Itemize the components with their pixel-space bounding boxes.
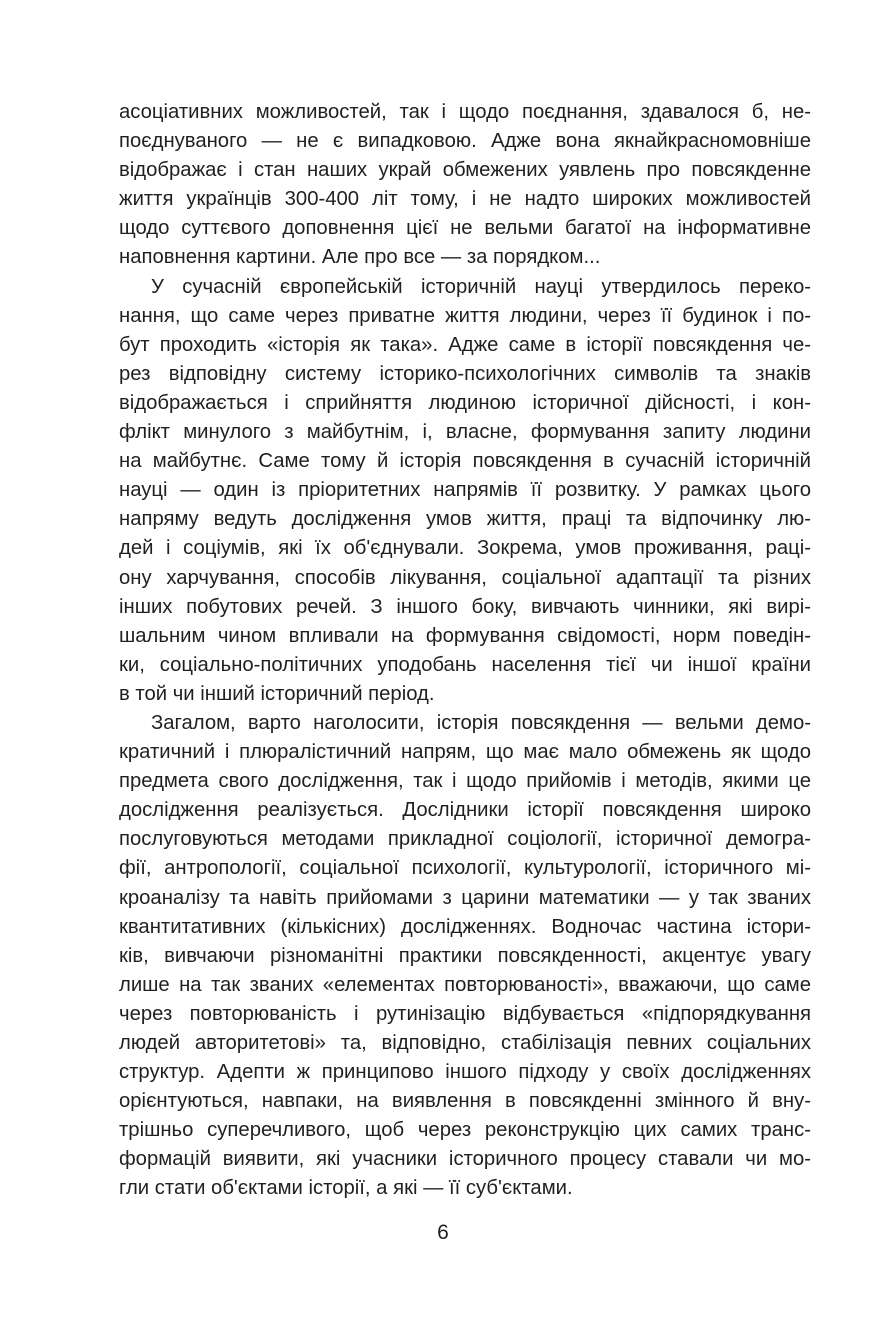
text-line: Загалом, варто наголосити, історія повсякдення — вельми демо-: [151, 711, 811, 734]
text-line: послуговуються методами прикладної соціології, історичної демогра-: [119, 828, 811, 851]
text-line: орієнтуються, навпаки, на виявлення в повсякденні змінного й вну-: [119, 1090, 811, 1113]
text-line: структур. Адепти ж принципово іншого підходу у своїх дослідженнях: [119, 1061, 811, 1084]
text-line: квантитативних (кількісних) дослідженнях. Водночас частина істори-: [119, 915, 811, 938]
text-line: дослідження реалізується. Дослідники історії повсякдення широко: [119, 799, 811, 822]
paragraph: [119, 709, 811, 1204]
text-line: гли стати об'єктами історії, а які — її суб'єктами.: [119, 1177, 573, 1200]
text-line: шальним чином впливали на формування свідомості, норм поведін-: [119, 624, 811, 647]
text-line: трішньо суперечливого, щоб через реконструкцію цих самих транс-: [119, 1119, 811, 1142]
text-line: відображається і сприйняття людиною історичної дійсності, і кон-: [119, 391, 811, 414]
text-line: лише на так званих «елементах повторюваності», вважаючи, що саме: [119, 973, 811, 996]
text-line: флікт минулого з майбутнім, і, власне, формування запиту людини: [119, 421, 811, 444]
body-text: [119, 98, 811, 1204]
page-number: 6: [437, 1221, 449, 1244]
text-line: наповнення картини. Але про все — за порядком...: [119, 246, 601, 269]
text-line: фії, антропології, соціальної психології, культурології, історичного мі-: [119, 857, 811, 880]
text-line: рез відповідну систему історико-психологічних символів та знаків: [119, 362, 811, 385]
text-line: в той чи інший історичний період.: [119, 682, 435, 705]
text-line: ків, вивчаючи різноманітні практики повсякденності, акцентує увагу: [119, 944, 811, 967]
text-line: У сучасній європейській історичній науці утвердилось переко-: [151, 275, 811, 298]
text-line: дей і соціумів, які їх об'єднували. Зокрема, умов проживання, раці-: [119, 537, 811, 560]
text-line: бут проходить «історія як така». Адже саме в історії повсякдення че-: [119, 333, 811, 356]
text-line: ки, соціально-політичних уподобань населення тієї чи іншої країни: [119, 653, 811, 676]
text-line: людей авторитетові» та, відповідно, стабілізація певних соціальних: [119, 1032, 811, 1054]
text-line: відображає і стан наших украй обмежених уявлень про повсякденне: [119, 159, 811, 182]
text-line: кратичний і плюралістичний напрям, що має мало обмежень як щодо: [119, 741, 811, 764]
text-line: інших побутових речей. З іншого боку, вивчають чинники, які вирі-: [119, 595, 811, 618]
text-line: поєднуваного — не є випадковою. Адже вона якнайкрасномовніше: [119, 130, 811, 153]
text-line: життя українців 300-400 літ тому, і не надто широких можливостей: [119, 188, 811, 211]
text-line: щодо суттєвого доповнення цієї не вельми багатої на інформативне: [119, 217, 811, 240]
paragraph: [119, 273, 811, 709]
text-line: кроаналізу та навіть прийомами з царини математики — у так званих: [119, 886, 811, 909]
text-line: предмета свого дослідження, так і щодо прийомів і методів, якими це: [119, 770, 811, 793]
text-line: науці — один із пріоритетних напрямів її розвитку. У рамках цього: [119, 479, 811, 502]
text-line: нання, що саме через приватне життя людини, через її будинок і по-: [119, 304, 811, 327]
text-line: асоціативних можливостей, так і щодо поєднання, здавалося б, не-: [119, 101, 811, 123]
paragraph: [119, 98, 811, 273]
text-line: через повторюваність і рутинізацію відбувається «підпорядкування: [119, 1002, 811, 1025]
text-line: формацій виявити, які учасники історичного процесу ставали чи мо-: [119, 1148, 811, 1171]
text-line: на майбутнє. Саме тому й історія повсякдення в сучасній історичній: [119, 450, 811, 473]
text-line: напряму ведуть дослідження умов життя, праці та відпочинку лю-: [119, 508, 811, 531]
text-line: ону харчування, способів лікування, соціальної адаптації та різних: [119, 566, 811, 589]
